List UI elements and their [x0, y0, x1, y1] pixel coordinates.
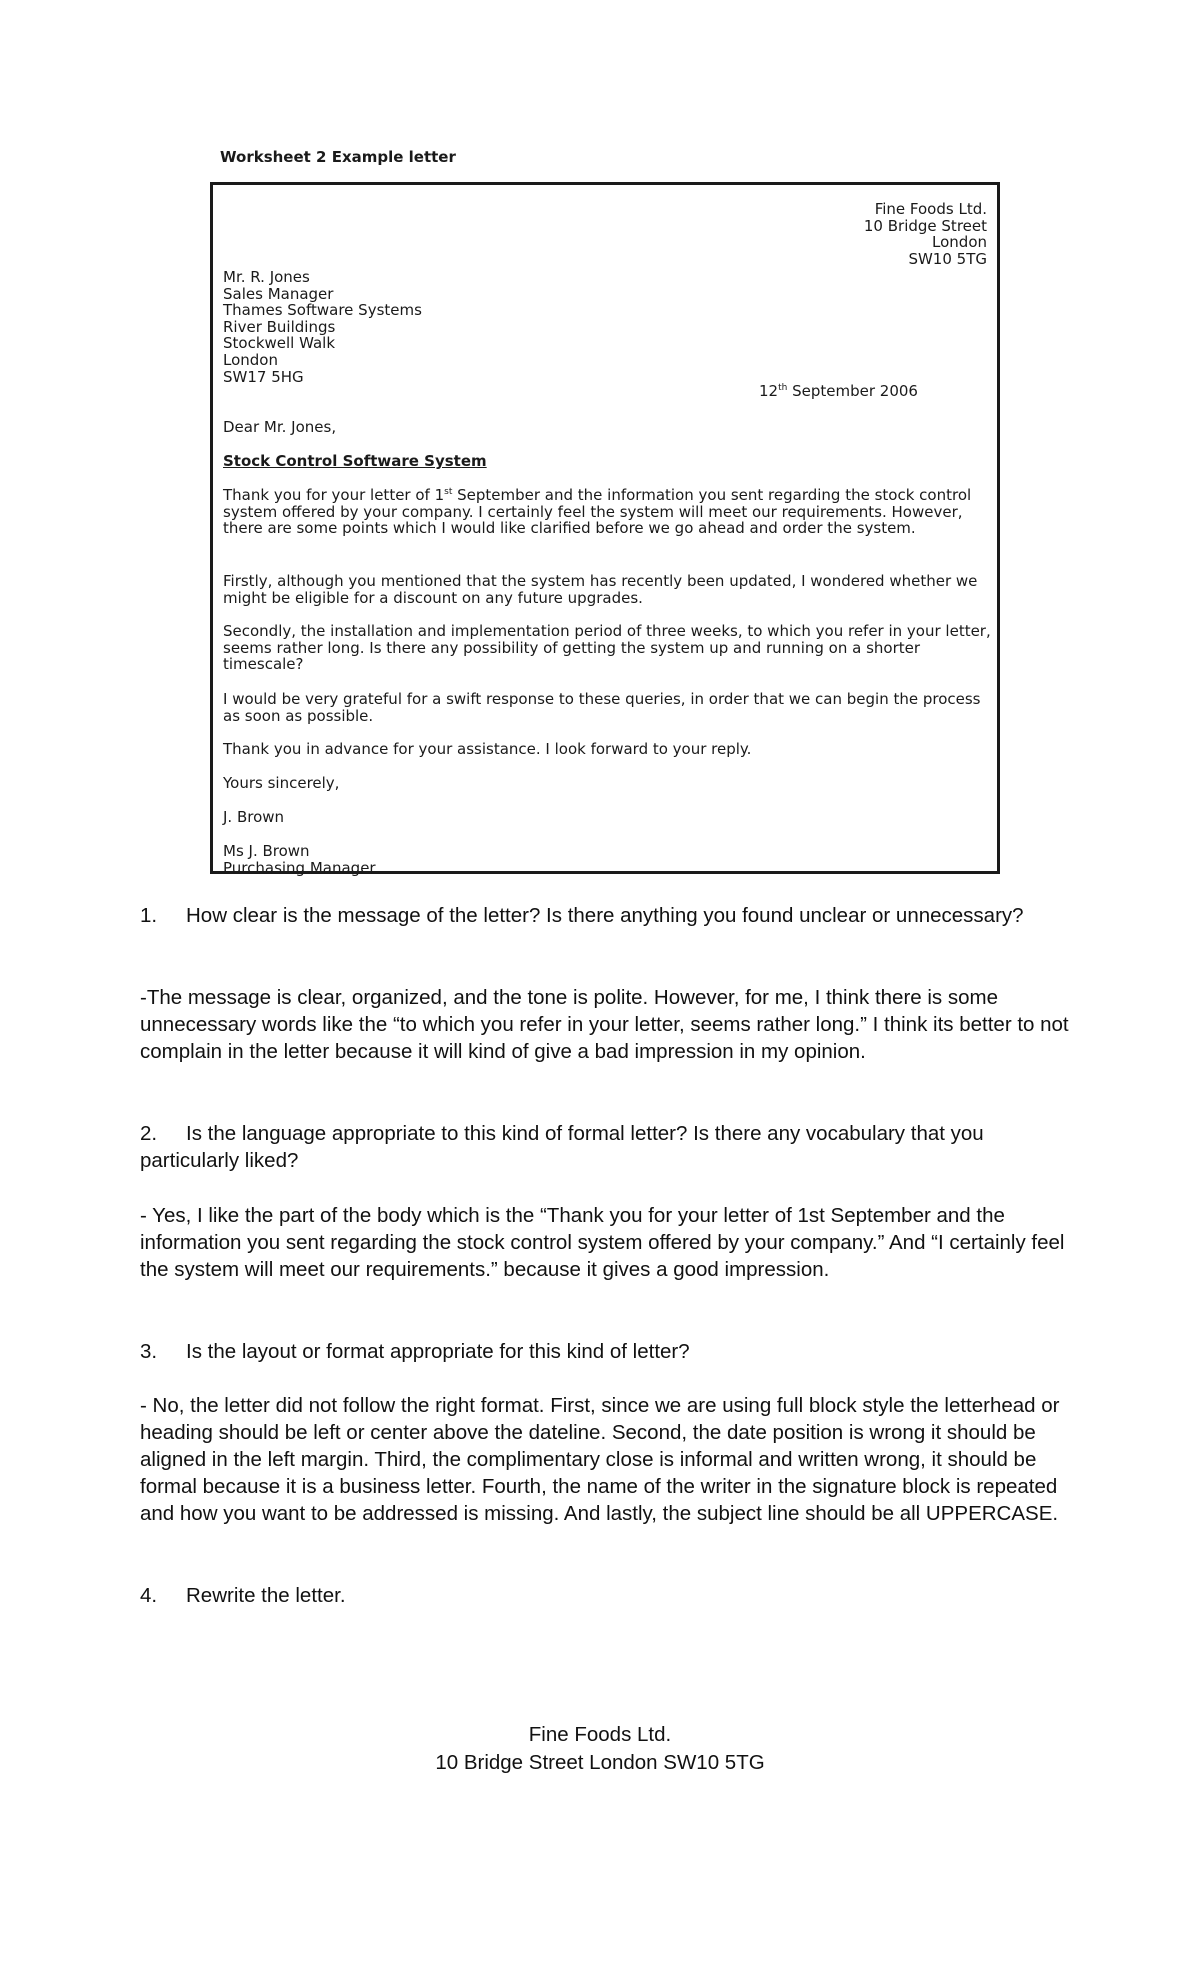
signature: J. Brown — [223, 808, 285, 826]
letter-paragraph-4: I would be very grateful for a swift response to these queries, in order that we can begin the process as soon as possible. — [223, 690, 981, 725]
example-letter — [210, 182, 1000, 877]
recipient-address — [223, 269, 422, 385]
question-3 — [140, 1338, 1080, 1365]
p1-sup: st — [444, 487, 453, 497]
question-number: 1. — [140, 904, 158, 927]
question-number: 2. — [140, 1122, 158, 1145]
question-text: Is the language appropriate to this kind of formal letter? Is there any vocabulary that you particularly liked? — [140, 1122, 984, 1172]
complimentary-close: Yours sincerely, — [223, 774, 340, 792]
question-text: Rewrite the letter. — [186, 1584, 346, 1607]
question-1 — [140, 902, 1080, 929]
recipient-line: River Buildings — [223, 317, 336, 336]
letter-date — [759, 383, 918, 400]
question-text: How clear is the message of the letter? Is there anything you found unclear or unnecessary? — [186, 904, 1024, 927]
letter-paragraph-3: Secondly, the installation and implementation period of three weeks, to which you refer in your letter, seems rather long. Is there any possibility of getting the system up and running on a shorter timescale? — [223, 622, 991, 674]
sender-line: London — [932, 233, 987, 252]
letter-paragraph-1 — [223, 487, 993, 537]
worksheet-title: Worksheet 2 Example letter — [220, 148, 456, 166]
question-4 — [140, 1582, 1080, 1609]
question-text: Is the layout or format appropriate for this kind of letter? — [186, 1340, 690, 1363]
recipient-line: London — [223, 350, 278, 369]
answer-3: - No, the letter did not follow the right format. First, since we are using full block style the letterhead or heading should be left or center above the dateline. Second, the date position is wrong it should be aligned in the left margin. Third, the complimentary close is informal and written wrong, it should be formal because it is a business letter. Fourth, the name of the writer in the signature block is repeated and how you want to be addressed is missing. And lastly, the subject line should be all UPPERCASE. — [140, 1394, 1060, 1525]
answer-2: - Yes, I like the part of the body which is the “Thank you for your letter of 1st September and the information you sent regarding the stock control system offered by your company.” And “I certainly feel the system will meet our requirements.” because it gives a good impression. — [140, 1204, 1065, 1281]
p1-text-b: September and the information you sent regarding the stock control system offered by your company. I certainly feel the system will meet our requirements. However, there are some points which I would like clarified before we go ahead and order the system. — [223, 486, 972, 538]
signer-title: Purchasing Manager — [223, 858, 376, 877]
recipient-line: Sales Manager — [223, 284, 334, 303]
signer-name: Ms J. Brown — [223, 842, 310, 860]
date-rest: September 2006 — [787, 382, 918, 400]
answer-1: -The message is clear, organized, and the tone is polite. However, for me, I think there is some unnecessary words like the “to which you refer in your letter, seems rather long.” I think its better to not complain in the letter because it will kind of give a bad impression in my opinion. — [140, 986, 1069, 1063]
date-day: 12 — [759, 382, 779, 400]
p1-text-a: Thank you for your letter of 1 — [223, 486, 445, 504]
date-suffix: th — [778, 383, 788, 393]
recipient-line: SW17 5HG — [223, 367, 304, 386]
recipient-line: Mr. R. Jones — [223, 268, 310, 286]
question-number: 4. — [140, 1584, 158, 1607]
letter-paragraph-5: Thank you in advance for your assistance. I look forward to your reply. — [223, 740, 752, 758]
question-number: 3. — [140, 1340, 158, 1363]
sender-line: SW10 5TG — [908, 249, 987, 268]
sender-address — [864, 201, 987, 267]
recipient-line: Stockwell Walk — [223, 334, 336, 353]
sender-line: 10 Bridge Street — [863, 216, 987, 235]
question-2 — [140, 1120, 1080, 1174]
sender-line: Fine Foods Ltd. — [874, 200, 987, 218]
recipient-line: Thames Software Systems — [223, 301, 422, 320]
letter-paragraph-2: Firstly, although you mentioned that the system has recently been updated, I wondered whether we might be eligible for a discount on any future upgrades. — [223, 572, 978, 607]
rewrite-company-address: 10 Bridge Street London SW10 5TG — [435, 1751, 765, 1774]
salutation: Dear Mr. Jones, — [223, 418, 337, 436]
signature-block — [223, 843, 376, 876]
subject-line: Stock Control Software System — [223, 452, 487, 470]
rewrite-company-name: Fine Foods Ltd. — [528, 1723, 672, 1746]
